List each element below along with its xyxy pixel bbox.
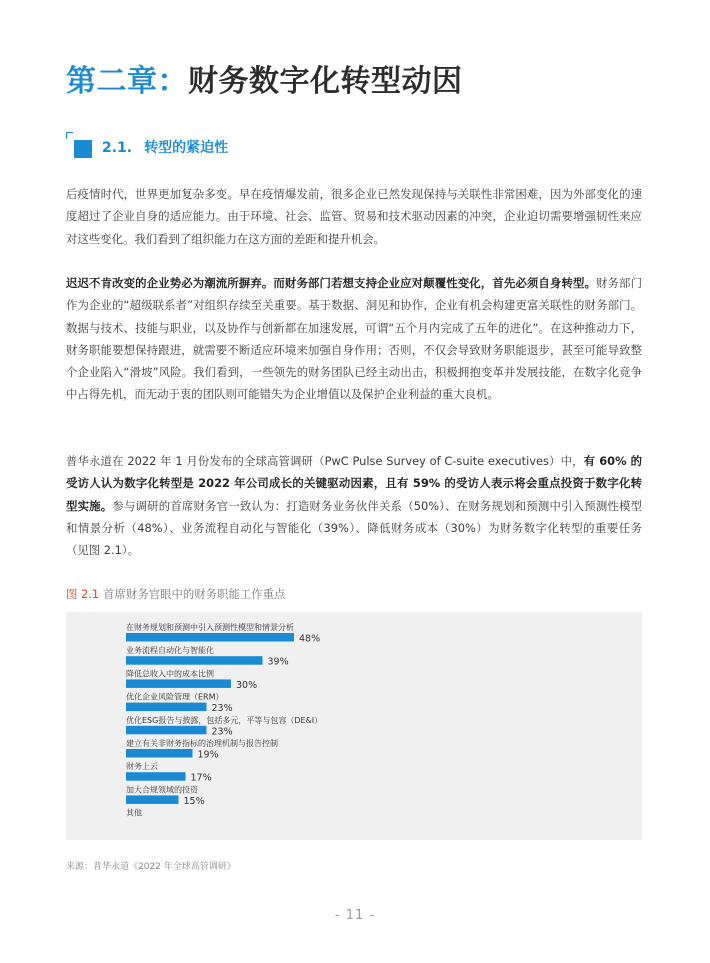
- paragraph-3-text-1: 普华永道在 2022 年 1 月份发布的全球高管调研（PwC Pulse Survey of C-suite executives）中，: [66, 454, 584, 468]
- bar: [126, 749, 193, 758]
- value-label: 19%: [197, 749, 219, 761]
- section-title: 转型的紧迫性: [144, 140, 229, 156]
- paragraph-2-bold: 迟迟不肯改变的企业势必为潮流所摒弃。而财务部门若想支持企业应对颠覆性变化，首先必须自身转型。: [66, 276, 597, 290]
- chapter-title: [66, 62, 463, 102]
- bar: [126, 679, 231, 688]
- category-label: 建立有关非财务指标的治理机制与报告控制: [126, 739, 278, 748]
- bar: [126, 795, 179, 804]
- bar: [126, 726, 207, 735]
- section-number: 2.1.: [102, 140, 133, 156]
- figure-caption: [66, 586, 285, 602]
- source-note: 来源：普华永道《2022 年全球高管调研》: [66, 862, 236, 872]
- paragraph-2: [66, 272, 642, 406]
- paragraph-3-text-2: 参与调研的首席财务官一致认为：打造财务业务伙伴关系（50%）、在财务规划和预测中引入预测性模型和情景分析（48%）、业务流程自动化与智能化（39%）、降低财务成本（30%）为财务数字化转型的重要任务（见图 2.1）。: [66, 498, 642, 558]
- corner-bracket-icon: [66, 132, 73, 139]
- bar: [126, 703, 207, 712]
- value-label: 39%: [267, 656, 289, 668]
- category-label: 加大合规领域的投资: [126, 785, 198, 795]
- value-label: 17%: [190, 772, 212, 784]
- section-square-icon: [74, 140, 92, 158]
- value-label: 48%: [299, 633, 321, 645]
- paragraph-1: 后疫情时代，世界更加复杂多变。早在疫情爆发前，很多企业已然发现保持与关联性非常困难，因为外部变化的速度超过了企业自身的适应能力。由于环境、社会、监管、贸易和技术驱动因素的冲突，企业迫切需要增强韧性来应对这些变化。我们看到了组织能力在这方面的差距和提升机会。: [66, 187, 642, 246]
- bar: [126, 633, 294, 642]
- figure-number: 图 2.1: [66, 587, 100, 601]
- chapter-number: 第二章：: [66, 64, 188, 99]
- chapter-title-text: 财务数字化转型动因: [188, 64, 463, 99]
- paragraph-3: [66, 450, 642, 561]
- category-label: 财务上云: [126, 762, 158, 772]
- category-label: 优化ESG报告与披露，包括多元，平等与包容（DE&I）: [126, 715, 323, 725]
- paragraph-3-bold: 有 60% 的受访人认为数字化转型是 2022 年公司成长的关键驱动因素，且有 59% 的受访人表示将会重点投资于数字化转型实施。: [66, 454, 642, 513]
- value-label: 23%: [211, 703, 233, 715]
- category-label: 其他: [126, 808, 142, 818]
- bar: [126, 656, 263, 665]
- bar-chart: [66, 612, 642, 840]
- category-label: 降低总收入中的成本比例: [126, 669, 214, 679]
- section-label: [102, 137, 228, 159]
- category-label: 业务流程自动化与智能化: [126, 646, 214, 656]
- paragraph-2-text: 财务部门作为企业的“超级联系者”对组织存续至关重要。基于数据、洞见和协作，企业有机会构建更富关联性的财务部门。数据与技术、技能与职业，以及协作与创新都在加速发展，可谓“五个月内完成了五年的进化”。在这种推动力下，财务职能要想保持跟进，就需要不断适应环境来加强自身作用；否则，不仅会导致财务职能退步，甚至可能导致整个企业陷入“滑坡”风险。我们看到，一些领先的财务团队已经主动出击，积极拥抱变革并发展技能，在数字化竞争中占得先机，而无动于衷的团队则可能错失为企业增值以及保护企业利益的重大良机。: [66, 276, 642, 402]
- value-label: 23%: [211, 726, 233, 738]
- page-number: - 11 -: [334, 908, 376, 923]
- bar-chart-svg: [66, 612, 642, 840]
- category-label: 优化企业风险管理（ERM）: [126, 692, 224, 702]
- bar: [126, 772, 186, 781]
- value-label: 15%: [183, 795, 205, 807]
- figure-caption-text: 首席财务官眼中的财务职能工作重点: [103, 587, 286, 601]
- category-label: 在财务规划和预测中引入预测性模型和情景分析: [126, 623, 294, 632]
- value-label: 30%: [236, 679, 258, 691]
